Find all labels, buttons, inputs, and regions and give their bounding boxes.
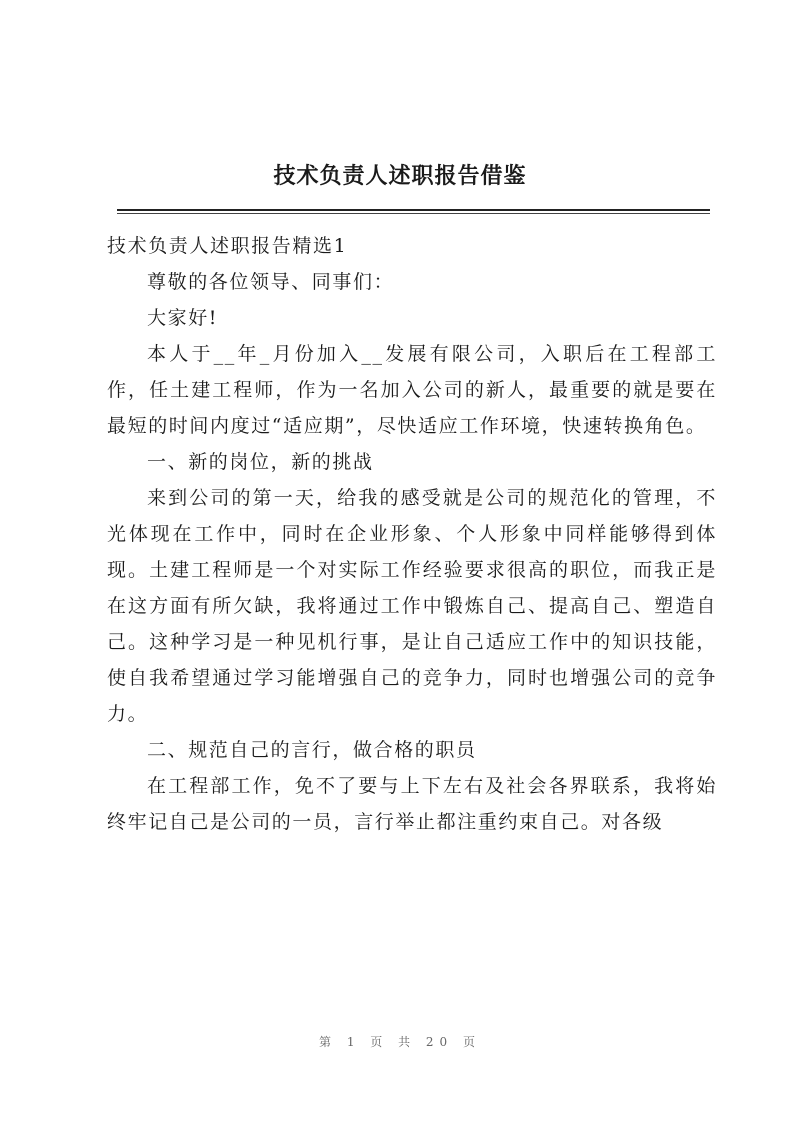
salutation: 尊敬的各位领导、同事们： <box>147 271 395 293</box>
subheading: 二、规范自己的言行，做合格的职员 <box>147 739 477 761</box>
title-divider-thin <box>117 213 710 214</box>
title-divider <box>117 209 710 211</box>
section-heading: 技术负责人述职报告精选1 <box>107 235 348 257</box>
paragraph: 本人于__年_月份加入__发展有限公司，入职后在工程部工作，任土建工程师，作为一名加入公司的新人，最重要的就是要在最短的时间内度过“适应期”，尽快适应工作环境，快速转换角色。 <box>107 343 717 437</box>
page-number-footer: 第 1 页 共 20 页 <box>319 1035 481 1049</box>
paragraph: 在工程部工作，免不了要与上下左右及社会各界联系，我将始终牢记自己是公司的一员，言行举止都注重约束自己。对各级 <box>107 775 717 833</box>
greeting: 大家好! <box>147 307 219 329</box>
paragraph: 来到公司的第一天，给我的感受就是公司的规范化的管理，不光体现在工作中，同时在企业形象、个人形象中同样能够得到体现。土建工程师是一个对实际工作经验要求很高的职位，而我正是在这方面有所欠缺，我将通过工作中锻炼自己、提高自己、塑造自己。这种学习是一种见机行事，是让自己适应工作中的知识技能，使自我希望通过学习能增强自己的竞争力，同时也增强公司的竞争力。 <box>107 487 717 725</box>
subheading: 一、新的岗位，新的挑战 <box>147 451 374 473</box>
document-title: 技术负责人述职报告借鉴 <box>273 164 527 189</box>
document-body <box>107 228 717 840</box>
